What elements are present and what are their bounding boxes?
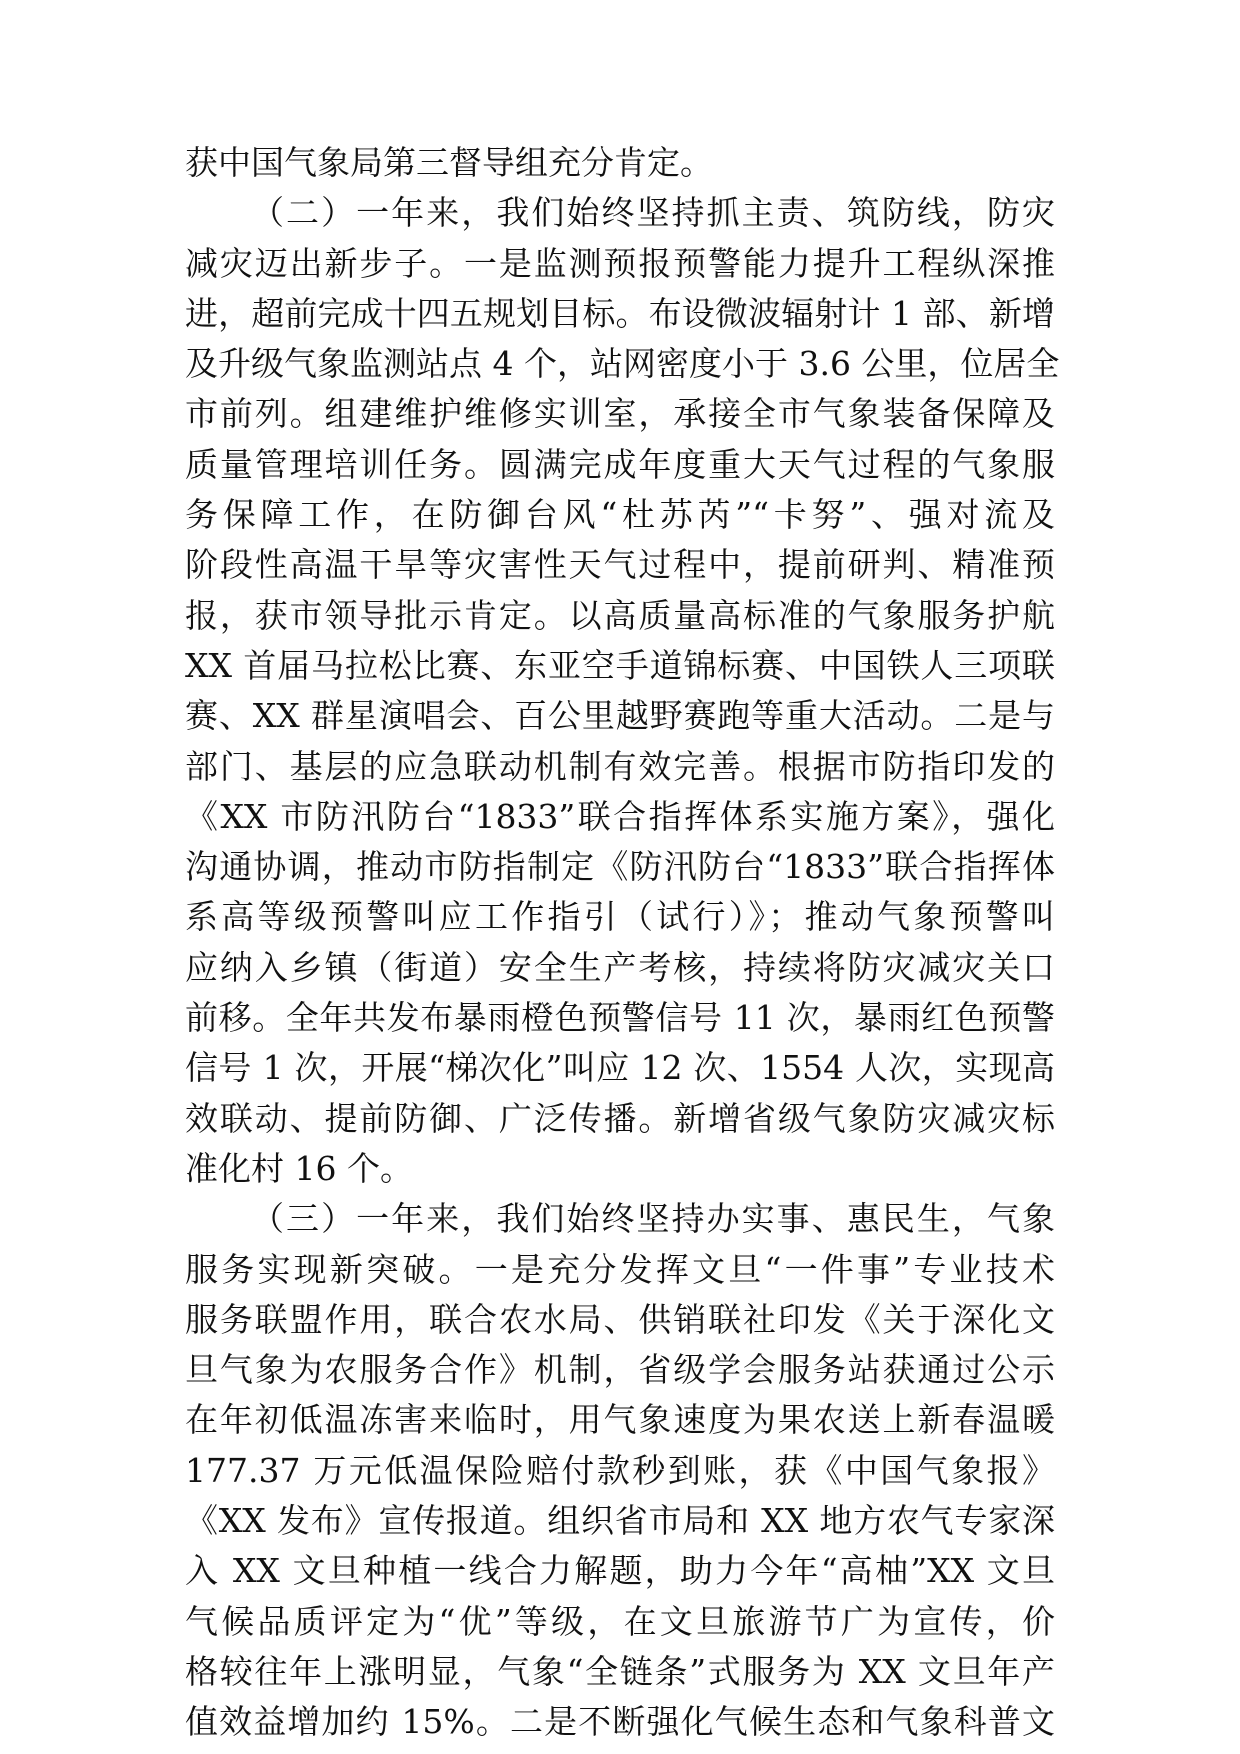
text-line: 部门、基层的应急联动机制有效完善。根据市防指印发的 (185, 746, 1055, 786)
text-line: 值效益增加约 15%。二是不断强化气候生态和气象科普文 (185, 1702, 1055, 1742)
text-line: 前移。全年共发布暴雨橙色预警信号 11 次，暴雨红色预警 (185, 998, 1055, 1038)
text-line: （二）一年来，我们始终坚持抓主责、筑防线，防灾 (251, 193, 1055, 233)
text-line: 效联动、提前防御、广泛传播。新增省级气象防灾减灾标 (185, 1098, 1055, 1138)
text-line: 系高等级预警叫应工作指引（试行）》；推动气象预警叫 (185, 897, 1055, 937)
text-line: 入 XX 文旦种植一线合力解题，助力今年“高柚”XX 文旦 (185, 1551, 1055, 1591)
text-line: 质量管理培训任务。圆满完成年度重大天气过程的气象服 (185, 444, 1055, 484)
text-line: 《XX 市防汛防台“1833”联合指挥体系实施方案》，强化 (185, 796, 1055, 836)
text-line: 《XX 发布》宣传报道。组织省市局和 XX 地方农气专家深 (185, 1501, 1055, 1541)
text-line: 沟通协调，推动市防指制定《防汛防台“1833”联合指挥体 (185, 847, 1055, 887)
text-line: 报，获市领导批示肯定。以高质量高标准的气象服务护航 (185, 595, 1055, 635)
text-line: 及升级气象监测站点 4 个，站网密度小于 3.6 公里，位居全 (185, 344, 1060, 384)
text-line: 服务实现新突破。一是充分发挥文旦“一件事”专业技术 (185, 1249, 1055, 1289)
text-line: 177.37 万元低温保险赔付款秒到账，获《中国气象报》 (185, 1450, 1055, 1490)
text-line: 市前列。组建维护维修实训室，承接全市气象装备保障及 (185, 394, 1055, 434)
text-line: 赛、XX 群星演唱会、百公里越野赛跑等重大活动。二是与 (185, 696, 1055, 736)
body-text (185, 138, 1060, 1748)
text-line: 气候品质评定为“优”等级，在文旦旅游节广为宣传，价 (185, 1601, 1055, 1641)
text-line: （三）一年来，我们始终坚持办实事、惠民生，气象 (251, 1199, 1055, 1239)
text-line: 应纳入乡镇（街道）安全生产考核，持续将防灾减灾关口 (185, 947, 1055, 987)
text-line: 减灾迈出新步子。一是监测预报预警能力提升工程纵深推 (185, 243, 1055, 283)
text-line: 在年初低温冻害来临时，用气象速度为果农送上新春温暖 (185, 1400, 1055, 1440)
text-line: 格较往年上涨明显，气象“全链条”式服务为 XX 文旦年产 (185, 1651, 1055, 1691)
text-line: 进，超前完成十四五规划目标。布设微波辐射计 1 部、新增 (185, 293, 1055, 333)
text-line: 旦气象为农服务合作》机制，省级学会服务站获通过公示 (185, 1350, 1055, 1390)
text-line: XX 首届马拉松比赛、东亚空手道锦标赛、中国铁人三项联 (185, 645, 1055, 685)
text-line: 阶段性高温干旱等灾害性天气过程中，提前研判、精准预 (185, 545, 1055, 585)
text-line: 获中国气象局第三督导组充分肯定。 (185, 143, 713, 182)
text-line: 服务联盟作用，联合农水局、供销联社印发《关于深化文 (185, 1299, 1055, 1339)
text-line: 务保障工作，在防御台风“杜苏芮”“卡努”、强对流及 (185, 495, 1055, 535)
text-line: 信号 1 次，开展“梯次化”叫应 12 次、1554 人次，实现高 (185, 1048, 1055, 1088)
text-line: 准化村 16 个。 (185, 1148, 413, 1188)
